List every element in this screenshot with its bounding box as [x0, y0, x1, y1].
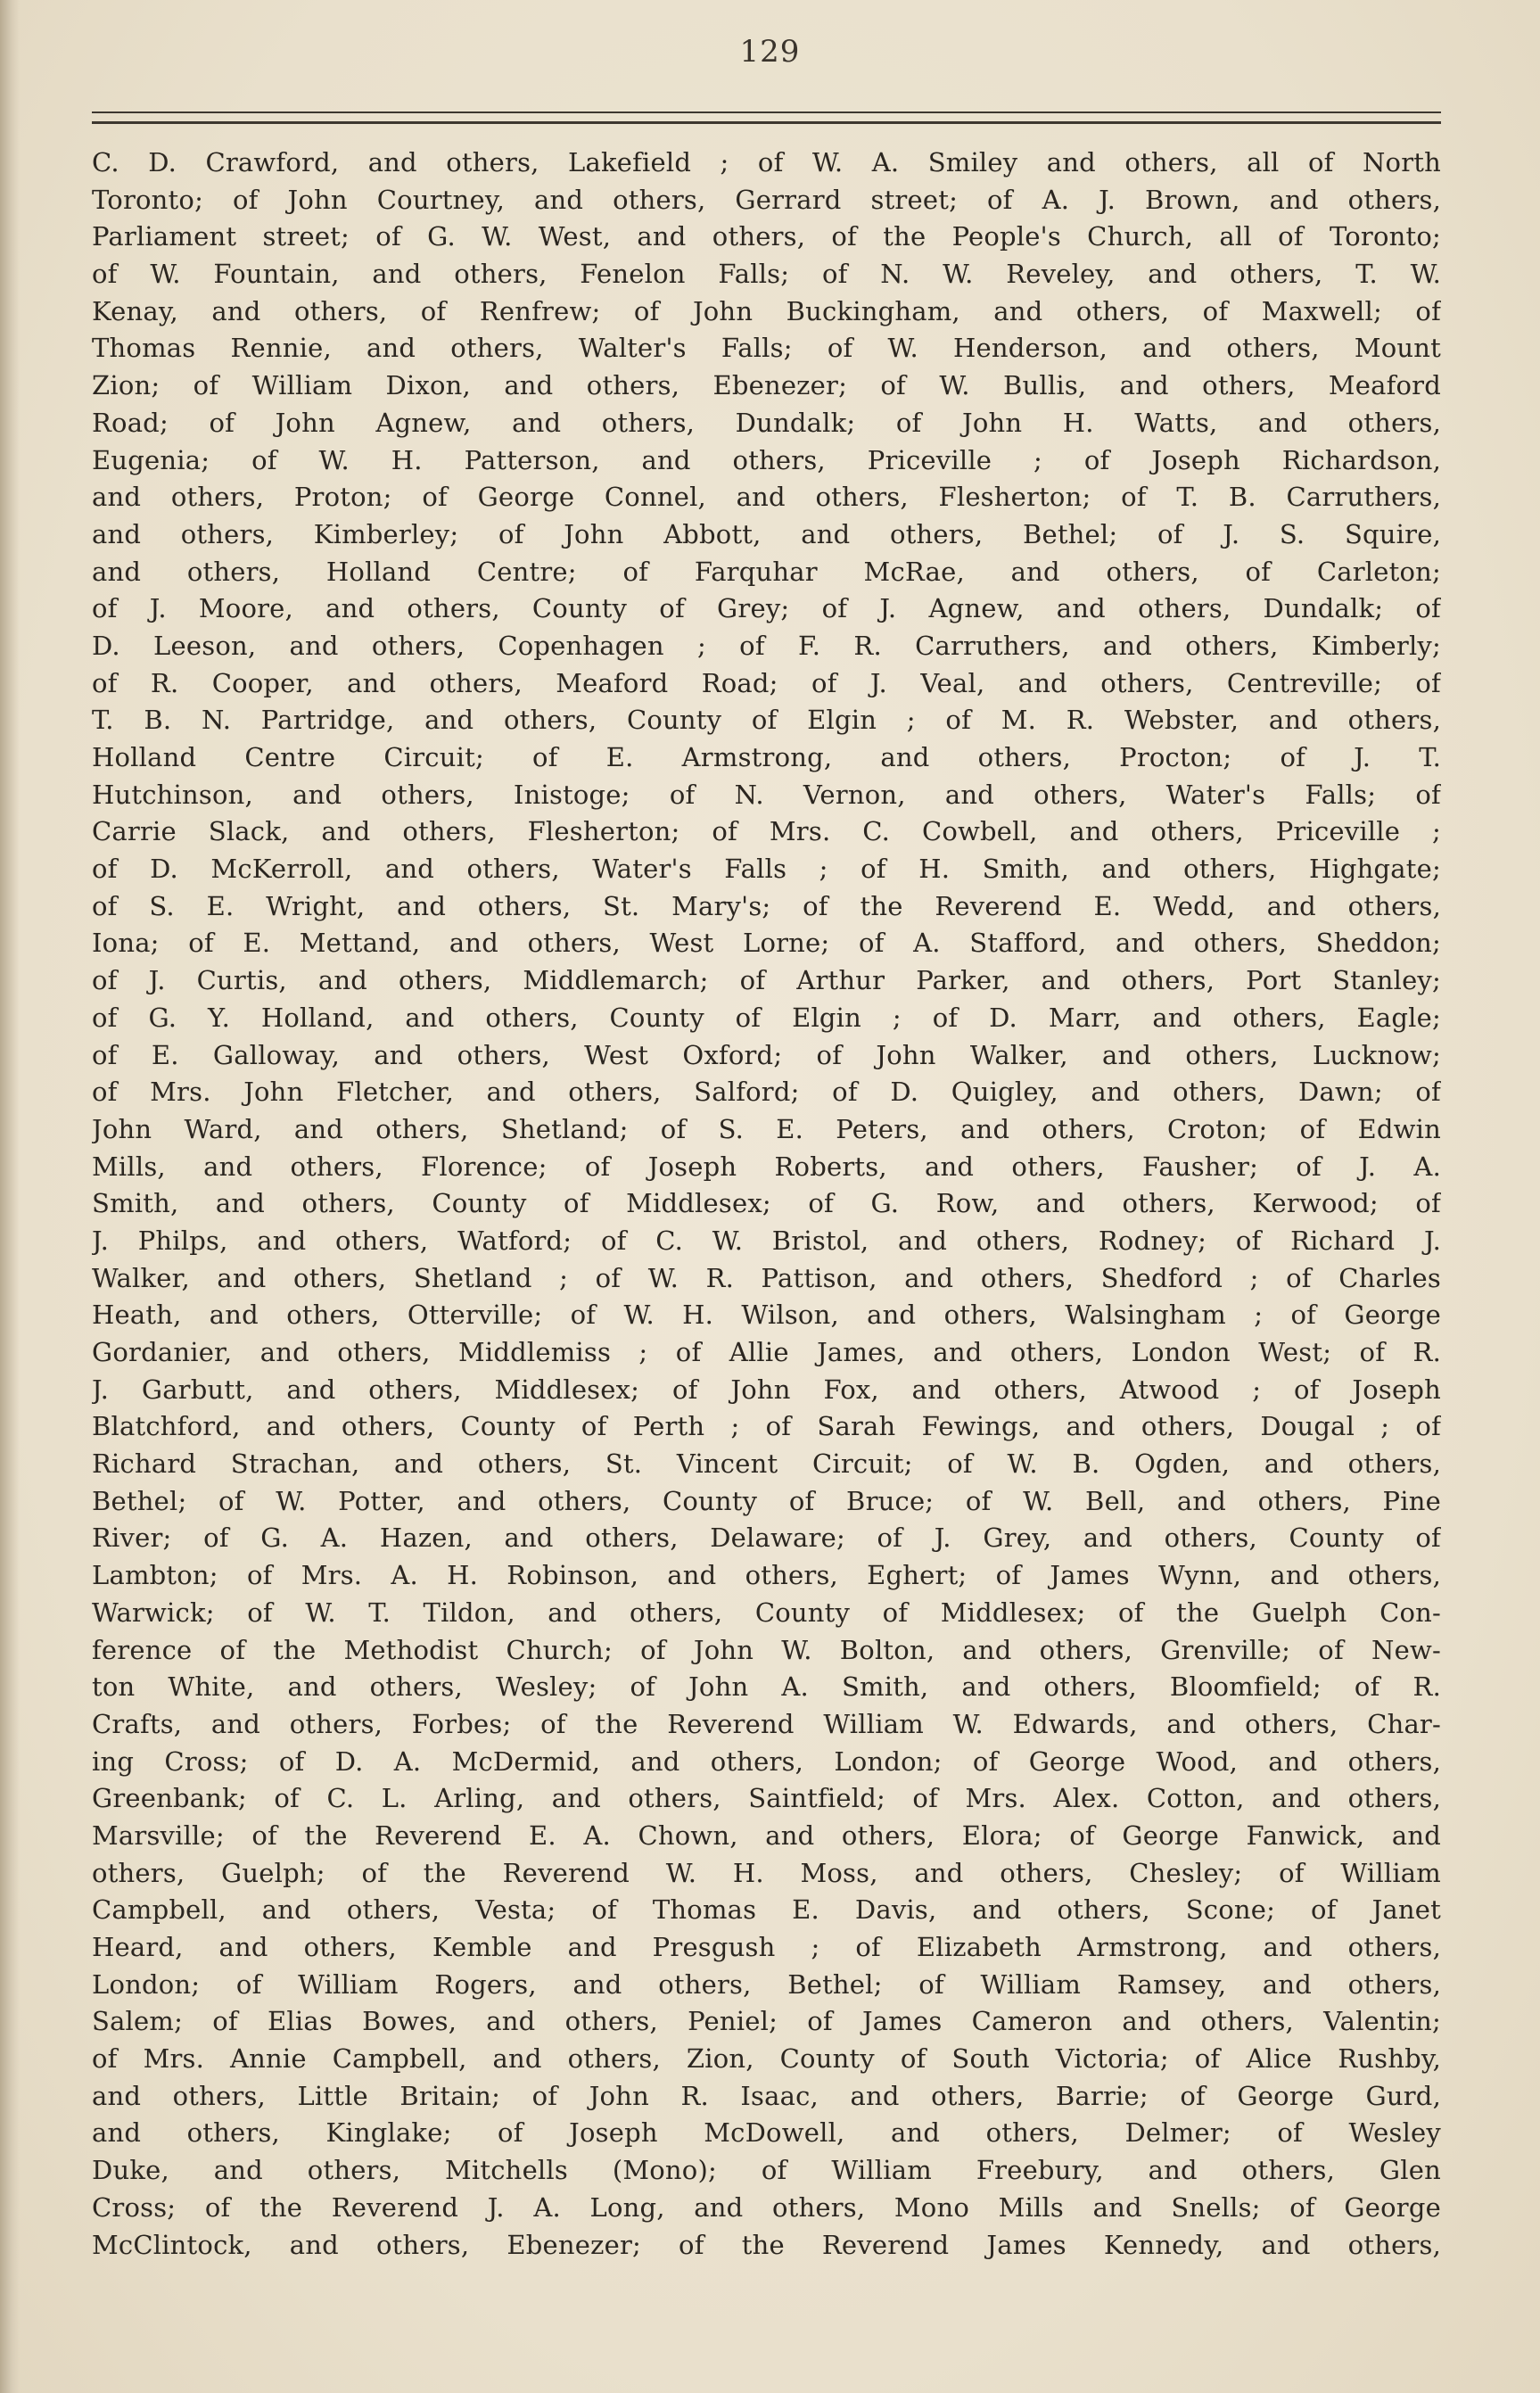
text-line: John Ward, and others, Shetland; of S. E. Peters, and others, Croton; of Edwin: [92, 1113, 1441, 1144]
text-line: J. Garbutt, and others, Middlesex; of John Fox, and others, Atwood ; of Joseph: [92, 1374, 1441, 1405]
text-line: of Mrs. John Fletcher, and others, Salford; of D. Quigley, and others, Dawn; of: [92, 1077, 1441, 1108]
text-line: Blatchford, and others, County of Perth ; of Sarah Fewings, and others, Dougal ; of: [92, 1411, 1441, 1442]
text-line: Thomas Rennie, and others, Walter's Falls; of W. Henderson, and others, Mount: [92, 333, 1441, 364]
page-edge-shadow: [0, 0, 20, 2393]
text-line: of D. McKerroll, and others, Water's Falls ; of H. Smith, and others, Highgate;: [92, 854, 1441, 885]
text-line: Lambton; of Mrs. A. H. Robinson, and others, Eghert; of James Wynn, and others,: [92, 1560, 1441, 1591]
text-line: and others, Kimberley; of John Abbott, and others, Bethel; of J. S. Squire,: [92, 518, 1441, 549]
text-line: Heard, and others, Kemble and Presgush ; of Elizabeth Armstrong, and others,: [92, 1932, 1441, 1962]
text-line: of J. Moore, and others, County of Grey; of J. Agnew, and others, Dundalk; of: [92, 593, 1441, 624]
text-line: Road; of John Agnew, and others, Dundalk; of John H. Watts, and others,: [92, 407, 1441, 438]
text-line: Parliament street; of G. W. West, and others, of the People's Church, all of Toronto;: [92, 221, 1441, 252]
text-line: Toronto; of John Courtney, and others, Gerrard street; of A. J. Brown, and others,: [92, 184, 1441, 215]
text-line: River; of G. A. Hazen, and others, Delaware; of J. Grey, and others, County of: [92, 1522, 1441, 1554]
text-line: D. Leeson, and others, Copenhagen ; of F. R. Carruthers, and others, Kimberly;: [92, 630, 1441, 661]
text-line: T. B. N. Partridge, and others, County of Elgin ; of M. R. Webster, and others,: [92, 705, 1441, 736]
text-line: Hutchinson, and others, Inistoge; of N. Vernon, and others, Water's Falls; of: [92, 779, 1441, 810]
text-line: Crafts, and others, Forbes; of the Reverend William W. Edwards, and others, Char-: [92, 1708, 1441, 1739]
text-line: Bethel; of W. Potter, and others, County of Bruce; of W. Bell, and others, Pine: [92, 1485, 1441, 1516]
text-line: Greenbank; of C. L. Arling, and others, Saintfield; of Mrs. Alex. Cotton, and others,: [92, 1783, 1441, 1814]
text-line: Holland Centre Circuit; of E. Armstrong, and others, Procton; of J. T.: [92, 742, 1441, 772]
header-rule-top: [92, 111, 1441, 113]
text-line: Zion; of William Dixon, and others, Ebenezer; of W. Bullis, and others, Meaford: [92, 370, 1441, 401]
text-line: Mills, and others, Florence; of Joseph Roberts, and others, Fausher; of J. A.: [92, 1151, 1441, 1182]
page-number: 129: [739, 34, 801, 70]
text-line: of E. Galloway, and others, West Oxford; of John Walker, and others, Lucknow;: [92, 1039, 1441, 1070]
text-line: of S. E. Wright, and others, St. Mary's; of the Reverend E. Wedd, and others,: [92, 890, 1441, 921]
text-line: J. Philps, and others, Watford; of C. W. Bristol, and others, Rodney; of Richard J.: [92, 1225, 1441, 1256]
text-line: Eugenia; of W. H. Patterson, and others, Priceville ; of Joseph Richardson,: [92, 444, 1441, 475]
text-line: of R. Cooper, and others, Meaford Road; of J. Veal, and others, Centreville; of: [92, 667, 1441, 698]
header-rule-bottom: [92, 121, 1441, 124]
text-line: Iona; of E. Mettand, and others, West Lorne; of A. Stafford, and others, Sheddon;: [92, 928, 1441, 959]
text-line: Richard Strachan, and others, St. Vincent Circuit; of W. B. Ogden, and others,: [92, 1448, 1441, 1480]
body-text: [92, 144, 1441, 2264]
text-line: McClintock, and others, Ebenezer; of the Reverend James Kennedy, and others,: [92, 2229, 1441, 2260]
text-line: ing Cross; of D. A. McDermid, and others, London; of George Wood, and others,: [92, 1745, 1441, 1777]
text-line: others, Guelph; of the Reverend W. H. Moss, and others, Chesley; of William: [92, 1857, 1441, 1888]
text-line: ton White, and others, Wesley; of John A. Smith, and others, Bloomfield; of R.: [92, 1671, 1441, 1703]
text-line: C. D. Crawford, and others, Lakefield ; of W. A. Smiley and others, all of North: [92, 147, 1441, 177]
text-line: of G. Y. Holland, and others, County of Elgin ; of D. Marr, and others, Eagle;: [92, 1002, 1441, 1033]
text-line: Kenay, and others, of Renfrew; of John Buckingham, and others, of Maxwell; of: [92, 295, 1441, 326]
text-line: and others, Proton; of George Connel, and others, Flesherton; of T. B. Carruthers,: [92, 482, 1441, 513]
text-line: Campbell, and others, Vesta; of Thomas E. Davis, and others, Scone; of Janet: [92, 1894, 1441, 1926]
text-line: Marsville; of the Reverend E. A. Chown, and others, Elora; of George Fanwick, and: [92, 1820, 1441, 1851]
text-line: of Mrs. Annie Campbell, and others, Zion, County of South Victoria; of Alice Rushby,: [92, 2043, 1441, 2075]
text-line: of J. Curtis, and others, Middlemarch; of Arthur Parker, and others, Port Stanley;: [92, 965, 1441, 996]
text-line: Duke, and others, Mitchells (Mono); of William Freebury, and others, Glen: [92, 2155, 1441, 2186]
text-line: ference of the Methodist Church; of John W. Bolton, and others, Grenville; of New-: [92, 1634, 1441, 1665]
text-line: Gordanier, and others, Middlemiss ; of Allie James, and others, London West; of R.: [92, 1337, 1441, 1367]
text-line: and others, Holland Centre; of Farquhar McRae, and others, of Carleton;: [92, 556, 1441, 587]
text-line: Heath, and others, Otterville; of W. H. Wilson, and others, Walsingham ; of George: [92, 1300, 1441, 1331]
text-line: Carrie Slack, and others, Flesherton; of Mrs. C. Cowbell, and others, Priceville ;: [92, 816, 1441, 847]
text-line: and others, Kinglake; of Joseph McDowell, and others, Delmer; of Wesley: [92, 2117, 1441, 2149]
text-line: Walker, and others, Shetland ; of W. R. Pattison, and others, Shedford ; of Charles: [92, 1262, 1441, 1293]
text-line: Smith, and others, County of Middlesex; of G. Row, and others, Kerwood; of: [92, 1188, 1441, 1219]
text-line: and others, Little Britain; of John R. Isaac, and others, Barrie; of George Gurd,: [92, 2080, 1441, 2111]
text-line: Salem; of Elias Bowes, and others, Peniel; of James Cameron and others, Valentin;: [92, 2006, 1441, 2037]
text-line: Warwick; of W. T. Tildon, and others, County of Middlesex; of the Guelph Con-: [92, 1597, 1441, 1628]
text-line: Cross; of the Reverend J. A. Long, and others, Mono Mills and Snells; of George: [92, 2191, 1441, 2223]
text-line: London; of William Rogers, and others, Bethel; of William Ramsey, and others,: [92, 1968, 1441, 2000]
text-line: of W. Fountain, and others, Fenelon Falls; of N. W. Reveley, and others, T. W.: [92, 259, 1441, 290]
